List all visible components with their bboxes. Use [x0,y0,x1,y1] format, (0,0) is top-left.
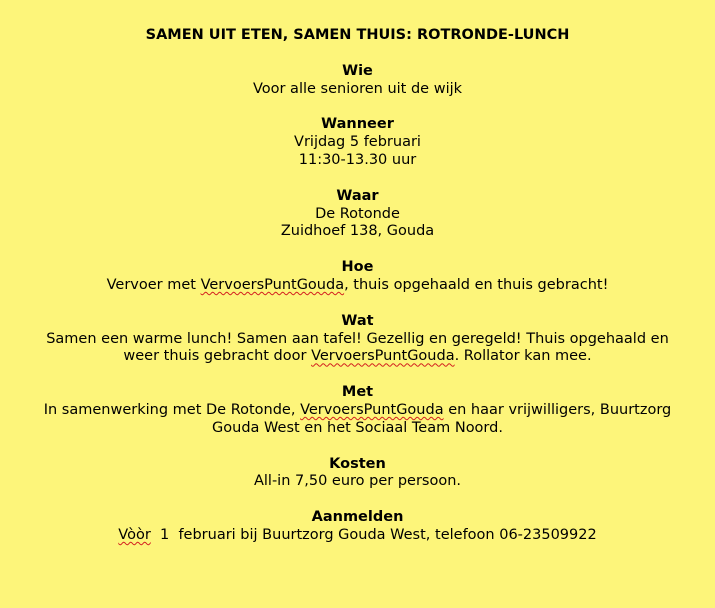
wanneer-time: 11:30-13.30 uur [298,151,417,168]
met-line2: Gouda West en het Sociaal Team Noord. [212,419,503,436]
hoe-text [0,277,715,295]
vervoerspunt-name: VervoersPuntGouda [300,401,444,418]
heading-kosten: Kosten [329,455,386,472]
section-kosten [0,456,715,492]
section-met [0,384,715,437]
section-wanneer [0,116,715,169]
aanmelden-text [0,527,715,545]
section-hoe [0,259,715,295]
hoe-text-part2: , thuis opgehaald en thuis gebracht! [344,276,609,293]
heading-waar: Waar [336,187,379,204]
section-wie [0,63,715,99]
aanmelden-voor: Vòòr [118,526,151,543]
wat-line2-part1: weer thuis gebracht door [123,348,312,365]
met-line1-part2: en haar vrijwilligers, Buurtzorg [443,401,672,418]
heading-wie: Wie [342,62,373,79]
section-wat [0,313,715,366]
waar-venue: De Rotonde [315,205,400,222]
wanneer-date: Vrijdag 5 februari [294,134,421,151]
vervoerspunt-name: VervoersPuntGouda [200,276,345,293]
heading-met: Met [341,384,374,401]
wat-line2-part2: . Rollator kan mee. [454,348,592,365]
vervoerspunt-name: VervoersPuntGouda [311,348,455,365]
wie-text: Voor alle senioren uit de wijk [252,80,463,97]
heading-wat: Wat [341,312,374,329]
aanmelden-details: 1 februari bij Buurtzorg Gouda West, telefoon 06-23509922 [150,526,597,543]
met-line1 [0,402,715,420]
waar-address: Zuidhoef 138, Gouda [280,223,435,240]
section-aanmelden [0,509,715,545]
heading-aanmelden: Aanmelden [311,509,404,526]
met-line1-part1: In samenwerking met De Rotonde, [43,401,301,418]
wat-line1: Samen een warme lunch! Samen aan tafel! Gezellig en geregeld! Thuis opgehaald en [46,330,669,347]
document-title: SAMEN UIT ETEN, SAMEN THUIS: ROTRONDE-LUNCH [145,27,570,43]
heading-wanneer: Wanneer [321,116,394,133]
heading-hoe: Hoe [341,259,374,276]
wat-line2 [0,348,715,366]
kosten-text: All-in 7,50 euro per persoon. [253,473,462,490]
section-waar [0,188,715,241]
hoe-text-part1: Vervoer met [106,276,201,293]
